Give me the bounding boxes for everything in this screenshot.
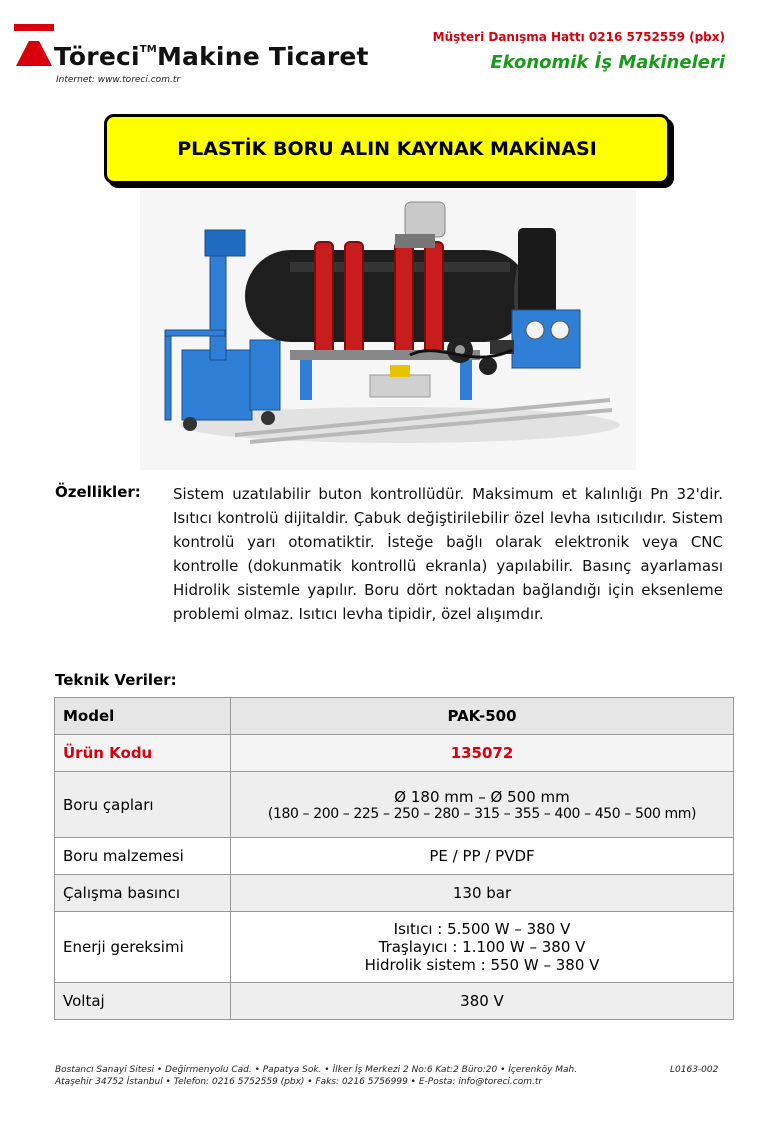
table-row — [55, 983, 734, 1020]
spec-table — [54, 697, 734, 1020]
footer-address-line1: Bostancı Sanayi Sitesi • Değirmenyolu Cad. • Papatya Sok. • İlker İş Merkezi 2 No:6 Kat:2 Büro:20 • İçerenköy Mah. — [55, 1065, 578, 1075]
website-address: Internet: www.toreci.com.tr — [56, 75, 181, 85]
energy-trimmer: Traşlayıcı : 1.100 W – 380 V — [378, 938, 586, 956]
table-row — [55, 838, 734, 875]
voltage-label: Voltaj — [55, 983, 231, 1020]
features-label: Özellikler: — [55, 483, 141, 501]
pipe-diameter-label: Boru çapları — [55, 772, 231, 838]
energy-heater: Isıtıcı : 5.500 W – 380 V — [393, 920, 571, 938]
table-row — [55, 735, 734, 772]
pipe-diameter-list: (180 – 200 – 225 – 250 – 280 – 315 – 355 – 400 – 450 – 500 mm) — [267, 805, 697, 822]
page-title: PLASTİK BORU ALIN KAYNAK MAKİNASI — [177, 138, 597, 160]
pipe-material-value: PE / PP / PVDF — [231, 838, 734, 875]
pipe-diameter-value — [231, 772, 734, 838]
brand-name: Töreci™Makine Ticaret — [54, 42, 369, 71]
toreci-logo-icon — [12, 22, 56, 70]
product-code-label: Ürün Kodu — [55, 735, 231, 772]
table-row — [55, 698, 734, 735]
pipe-material-label: Boru malzemesi — [55, 838, 231, 875]
product-code-value: 135072 — [231, 735, 734, 772]
working-pressure-value: 130 bar — [231, 875, 734, 912]
customer-hotline: Müşteri Danışma Hattı 0216 5752559 (pbx) — [432, 30, 725, 44]
pipe-diameter-range: Ø 180 mm – Ø 500 mm — [394, 787, 570, 806]
energy-label: Enerji gereksimi — [55, 912, 231, 983]
table-row — [55, 772, 734, 838]
working-pressure-label: Çalışma basıncı — [55, 875, 231, 912]
slogan: Ekonomik İş Makineleri — [490, 52, 725, 73]
technical-data-label: Teknik Veriler: — [55, 671, 177, 689]
model-value: PAK-500 — [231, 698, 734, 735]
product-photo — [140, 190, 636, 470]
features-text: Sistem uzatılabilir buton kontrollüdür. Maksimum et kalınlığı Pn 32'dir. Isıtıcı kontrolü dijitaldir. Çabuk değiştirilebilir özel levha ısıtıcılıdır. Sistem kontrolü yarı otomatiktir. İsteğe bağlı olarak elektronik veya CNC kontrolle (dokunmatik kontrollü ekranla) yapılabilir. Basınç ayarlaması Hidrolik sistemle yapılır. Boru dört noktadan bağlandığı için eksenleme problemi olmaz. Isıtıcı levha tipidir, özel alışımdır. — [173, 485, 723, 623]
model-label: Model — [55, 698, 231, 735]
title-banner — [104, 114, 670, 184]
footer-address-line2: Ataşehir 34752 İstanbul • Telefon: 0216 5752559 (pbx) • Faks: 0216 5756999 • E-Posta: info@toreci.com.tr — [55, 1077, 543, 1087]
table-row — [55, 912, 734, 983]
energy-value — [231, 912, 734, 983]
document-code: L0163-002 — [670, 1065, 719, 1075]
table-row — [55, 875, 734, 912]
voltage-value: 380 V — [231, 983, 734, 1020]
energy-hydraulic: Hidrolik sistem : 550 W – 380 V — [364, 956, 600, 974]
